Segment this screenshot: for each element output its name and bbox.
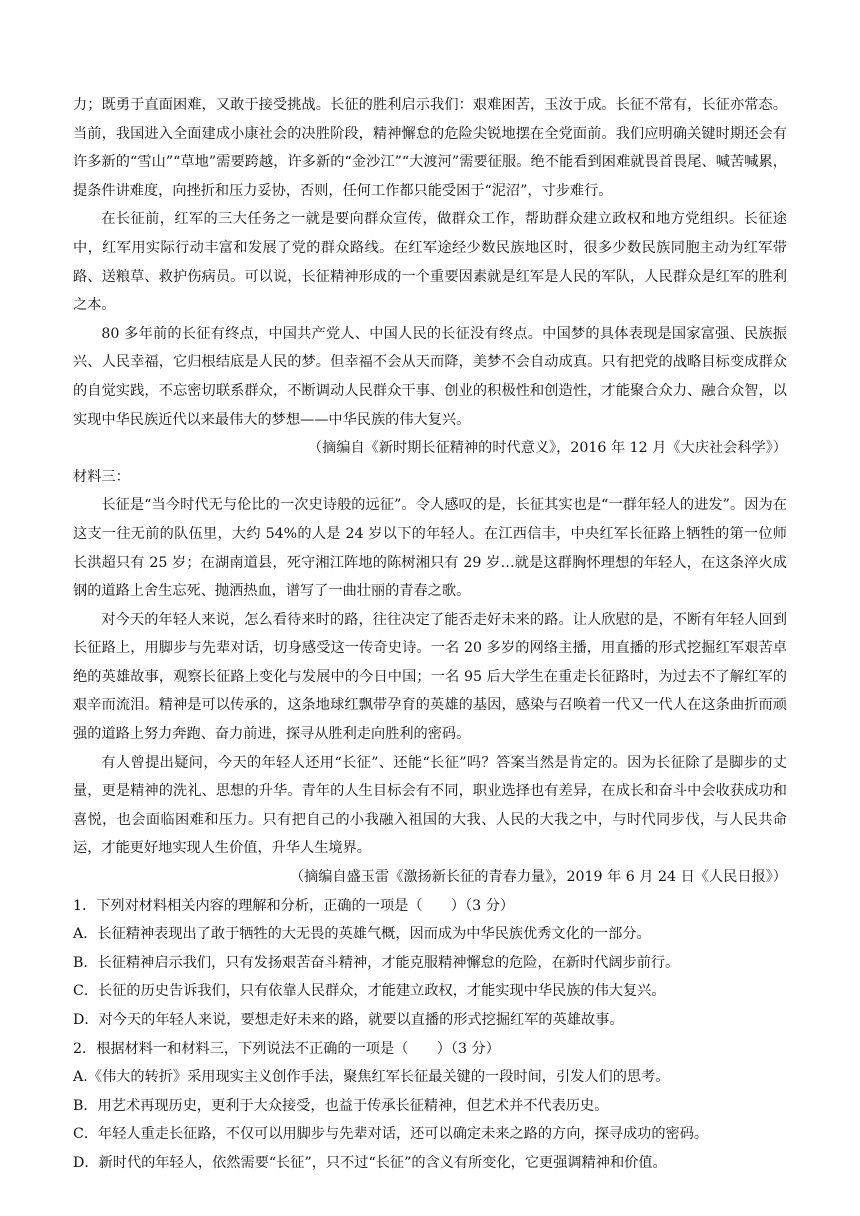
material2-paragraph-2: 在长征前，红军的三大任务之一就是要向群众宣传，做群众工作，帮助群众建立政权和地方党组织。长征途中，红军用实际行动丰富和发展了党的群众路线。在红军途经少数民族地区时，很多少数民族同胞主动为红军带路、送粮草、救护伤病员。可以说，长征精神形成的一个重要因素就是红军是人民的军队，人民群众是红军的胜利之本。 (73, 211, 787, 314)
question-1 (73, 892, 787, 1035)
question-2-option-a: A.《伟大的转折》采用现实主义创作手法，聚焦红军长征最关键的一段时间，引发人们的思考。 (73, 1069, 670, 1086)
question-1-option-c: C．长征的历史告诉我们，只有依靠人民群众，才能建立政权，才能实现中华民族的伟大复兴。 (73, 983, 666, 1000)
question-2 (73, 1035, 787, 1178)
material3-heading: 材料三： (73, 468, 130, 485)
question-2-option-d: D．新时代的年轻人，依然需要“长征”，只不过“长征”的含义有所变化，它更强调精神和价值。 (73, 1154, 667, 1171)
material3-paragraph-1: 长征是“当今时代无与伦比的一次史诗般的远征”。令人感叹的是，长征其实也是“一群年轻人的进发”。因为在这支一往无前的队伍里，大约 54%的人是 24 岁以下的年轻人。在江西信丰，中央红军长征路上牺牲的第一位师长洪超只有 25 岁；在湖南道县，死守湘江阵地的陈树湘只有 29 岁…就是这群胸怀理想的年轻人，在这条淬火成钢的道路上舍生忘死、抛洒热血，谱写了一曲壮丽的青春之歌。 (73, 497, 787, 600)
question-1-stem: 1．下列对材料相关内容的理解和分析，正确的一项是（ ）（3 分） (73, 897, 515, 914)
question-2-option-b: B．用艺术再现历史，更利于大众接受，也益于传承长征精神，但艺术并不代表历史。 (73, 1097, 609, 1114)
material3-paragraph-2: 对今天的年轻人来说，怎么看待来时的路，往往决定了能否走好未来的路。让人欣慰的是，不断有年轻人回到长征路上，用脚步与先辈对话，切身感受这一传奇史诗。一名 20 多岁的网络主播，用直播的形式挖掘红军艰苦卓绝的英雄故事，观察长征路上变化与发展中的今日中国；一名 95 后大学生在重走长征路时，为过去不了解红军的艰辛而流泪。精神是可以传承的，这条地球红飘带孕育的英雄的基因，感染与召唤着一代又一代人在这条曲折而顽强的道路上努力奔跑、奋力前进，探寻从胜利走向胜利的密码。 (73, 611, 787, 743)
question-1-option-b: B．长征精神启示我们，只有发扬艰苦奋斗精神，才能克服精神懈怠的危险，在新时代阔步前行。 (73, 954, 680, 971)
question-2-option-c: C．年轻人重走长征路，不仅可以用脚步与先辈对话，还可以确定未来之路的方向，探寻成功的密码。 (73, 1126, 709, 1143)
question-1-option-a: A．长征精神表现出了敢于牺牲的大无畏的英雄气概，因而成为中华民族优秀文化的一部分。 (73, 926, 651, 943)
material2-continuation: 力；既勇于直面困难，又敢于接受挑战。长征的胜利启示我们：艰难困苦，玉汝于成。长征不常有，长征亦常态。当前，我国进入全面建成小康社会的决胜阶段，精神懈怠的危险尖锐地摆在全党面前。我们应明确关键时期还会有许多新的“雪山”“草地”需要跨越，许多新的“金沙江”“大渡河”需要征服。绝不能看到困难就畏首畏尾、喊苦喊累，提条件讲难度，向挫折和压力妥协，否则，任何工作都只能受困于“泥沼”，寸步难行。 (73, 97, 787, 199)
question-2-stem: 2．根据材料一和材料三，下列说法不正确的一项是（ ）（3 分） (73, 1040, 500, 1057)
material2-paragraph-3: 80 多年前的长征有终点，中国共产党人、中国人民的长征没有终点。中国梦的具体表现是国家富强、民族振兴、人民幸福，它归根结底是人民的梦。但幸福不会从天而降，美梦不会自动成真。只有把党的战略目标变成群众的自觉实践，不忘密切联系群众，不断调动人民群众干事、创业的积极性和创造性，才能聚合众力、融合众智，以实现中华民族近代以来最伟大的梦想——中华民族的伟大复兴。 (73, 325, 787, 428)
material3-paragraph-3: 有人曾提出疑问，今天的年轻人还用“长征”、还能“长征”吗？答案当然是肯定的。因为长征除了是脚步的丈量，更是精神的洗礼、思想的升华。青年的人生目标会有不同，职业选择也有差异，在成长和奋斗中会收获成功和喜悦，也会面临困难和压力。只有把自己的小我融入祖国的大我、人民的大我之中，与时代同步伐，与人民共命运，才能更好地实现人生价值，升华人生境界。 (73, 754, 787, 857)
material3-source: （摘编自盛玉雷《激扬新长征的青春力量》，2019 年 6 月 24 日《人民日报》） (289, 869, 787, 886)
question-1-option-d: D．对今天的年轻人来说，要想走好未来的路，就要以直播的形式挖掘红军的英雄故事。 (73, 1012, 624, 1028)
material2-source: （摘编自《新时期长征精神的时代意义》，2016 年 12 月《大庆社会科学》） (307, 440, 787, 457)
exam-page (73, 91, 787, 1178)
